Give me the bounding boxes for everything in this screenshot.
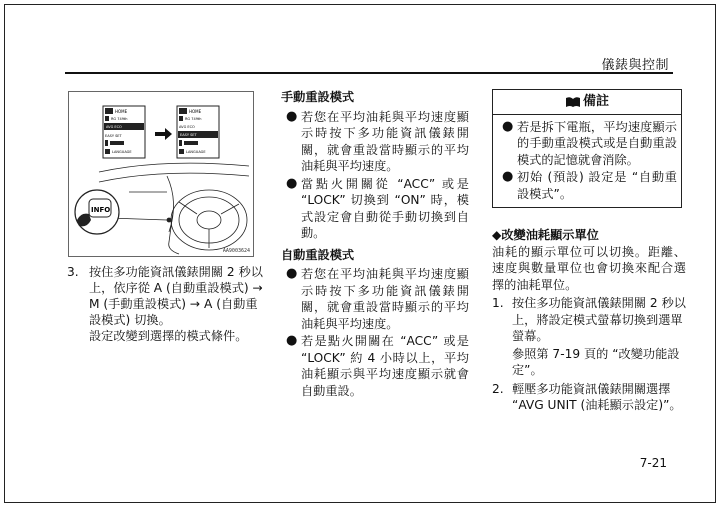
unit-change-title: ◆改變油耗顯示單位 — [492, 228, 599, 242]
dashboard-sketch — [99, 163, 249, 254]
auto-reset-title: 自動重設模式 — [281, 247, 355, 262]
note-book-icon — [565, 96, 581, 108]
step-3-result: 設定改變到選擇的模式條件。 — [89, 329, 248, 343]
screen-right-line2: RG 749th — [185, 117, 202, 121]
screen-left-line2: RG 749th — [111, 117, 128, 121]
unit-step-1-text: 按住多功能資訊儀錶開關 2 秒以上，將設定模式螢幕切換到選單螢幕。 — [512, 296, 686, 343]
unit-step-1 — [492, 295, 686, 379]
note-title: 備註 — [582, 94, 609, 109]
manual-reset-bullet-2: ● 當點火開關從 “ACC” 或是 “LOCK” 切換到 “ON” 時，模式設定會自動從手動切換到自動。 — [286, 175, 469, 240]
bullet-dot-icon: ● — [286, 108, 298, 124]
note-and-units-column — [492, 89, 686, 414]
info-button-callout — [75, 190, 119, 234]
screen-left-line5: LANGUAGE — [112, 150, 132, 154]
display-screen-right — [177, 106, 219, 158]
bullet-dot-icon: ● — [286, 266, 298, 281]
arrow-right-icon — [155, 128, 172, 140]
page-number: 7-21 — [639, 456, 667, 470]
bullet-dot-icon: ● — [286, 333, 298, 348]
manual-reset-title: 手動重設模式 — [281, 90, 355, 104]
screen-left-line4: EASY SET — [105, 134, 122, 138]
note-bullet-2: ● 初始 (預設) 設定是 “自動重設模式”。 — [502, 169, 677, 201]
illustration-figure — [68, 91, 254, 257]
page-frame — [4, 4, 716, 503]
auto-reset-bullet-2: ● 若是點火開關在 “ACC” 或是 “LOCK” 約 4 小時以上，平均油耗顯示與平均速度顯示就會自動重設。 — [286, 333, 469, 398]
step-3-text: 按住多功能資訊儀錶開關 2 秒以上，依序從 A (自動重設模式) → M (手動重設模式) → A (自動重設模式) 切換。 — [89, 265, 263, 327]
screen-left-line3: AVG ECO — [106, 125, 122, 129]
screen-right-line4: EASY SET — [180, 133, 197, 137]
reset-modes-column — [281, 89, 469, 400]
unit-change-intro: 油耗的顯示單位可以切換。距離、速度與數量單位也會切換來配合選擇的油耗單位。 — [492, 244, 686, 292]
unit-step-2-number: 2. — [492, 381, 504, 396]
dashboard-illustration — [69, 92, 254, 257]
bullet-dot-icon: ● — [502, 169, 514, 184]
note-bullet-1: ● 若是拆下電瓶，平均速度顯示的手動重設模式或是自動重設模式的記憶就會消除。 — [502, 118, 677, 167]
screen-left-line1: HOME — [115, 109, 128, 114]
bullet-dot-icon: ● — [286, 175, 298, 191]
screen-right-line1: HOME — [189, 109, 202, 114]
unit-step-2 — [492, 381, 686, 414]
auto-reset-bullet-1: ● 若您在平均油耗與平均速度顯示時按下多功能資訊儀錶開關，就會重設當時顯示的平均油耗與平均速度。 — [286, 266, 469, 331]
header-rule — [65, 72, 673, 74]
note-header — [493, 90, 681, 115]
figure-code: AA9003624 — [222, 248, 250, 254]
step-3 — [67, 264, 267, 344]
step-3-number: 3. — [67, 265, 79, 279]
unit-step-1-reference: 參照第 7-19 頁的 “改變功能設定”。 — [512, 346, 680, 377]
note-box — [492, 89, 682, 208]
unit-step-2-text: 輕壓多功能資訊儀錶開關選擇 “AVG UNIT (油耗顯示設定)”。 — [512, 381, 682, 412]
screen-right-line3: AVG ECO — [179, 125, 195, 129]
display-screen-left — [103, 106, 145, 158]
bullet-dot-icon: ● — [502, 118, 514, 134]
unit-step-1-number: 1. — [492, 296, 504, 310]
screen-right-line5: LANGUAGE — [186, 150, 206, 154]
info-button-label: INFO — [91, 206, 111, 214]
manual-reset-bullet-1: ● 若您在平均油耗與平均速度顯示時按下多功能資訊儀錶開關，就會重設當時顯示的平均油耗與平均速度。 — [286, 108, 469, 173]
section-header: 儀錶與控制 — [601, 58, 669, 73]
